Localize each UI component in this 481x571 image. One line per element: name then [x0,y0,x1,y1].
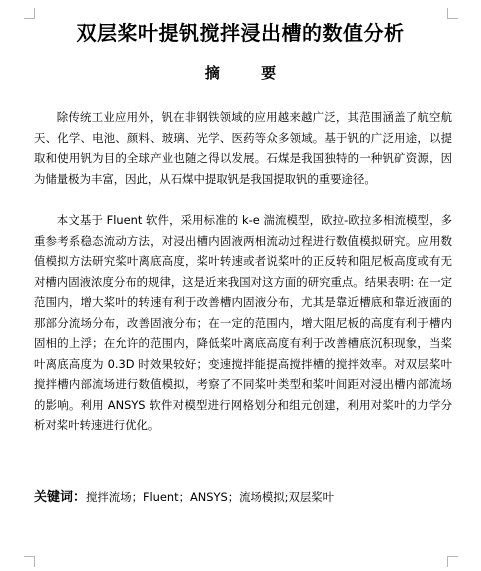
page-corner-mark [24,556,35,567]
abstract-paragraph-1: 除传统工业应用外，钒在非钢铁领域的应用越来越广泛，其范围涵盖了航空航天、化学、电池、颜料、玻璃、光学、医药等众多领域。基于钒的广泛用途，以提取和使用钒为目的全球产业也随之得以发展。石煤是我国独特的一种钒矿资源，因为储量极为丰富，因此，从石煤中提取钒是我国提取钒的重要途径。 [34,110,452,186]
abstract-heading: 摘 要 [204,64,295,82]
keywords-line [34,487,452,508]
document-title: 双层桨叶提钒搅拌浸出槽的数值分析 [76,21,405,45]
page-corner-mark [24,8,35,19]
keywords-label: 关键词： [34,490,87,505]
page-corner-mark [447,556,458,567]
keywords-value: 搅拌流场；Fluent；ANSYS；流场模拟;双层桨叶 [86,490,335,504]
page-corner-mark [447,8,458,19]
abstract-paragraph-2: 本文基于 Fluent 软件，采用标准的 k-e 湍流模型，欧拉-欧拉多相流模型，多重参考系稳态流动方法，对浸出槽内固液两相流动过程进行数值模拟研究。应用数值模拟方法研究桨叶离底高度，桨叶转速或者说桨叶的正反转和阻尼板高度或有无对槽内固液浓度分布的规律，这是近来我国对这方面的研究重点。结果表明: 在一定范围内，增大桨叶的转速有利于改善槽内固液分布，尤其是靠近槽底和靠近液面的那部分流场分布，改善固液分布；在一定的范围内，增大阻尼板的高度有利于槽内固相的上浮；在允许的范围内，降低桨叶离底高度有利于改善槽底沉积现象，当桨叶离底高度为 0.3D 时效果较好；变速搅拌能提高搅拌槽的搅拌效率。对双层桨叶搅拌槽内部流场进行数值模拟，考察了不同桨叶类型和桨叶间距对浸出槽内部流场的影响。利用 ANSYS 软件对模型进行网格划分和组元创建，利用对桨叶的力学分析对桨叶转速进行优化。 [34,213,452,432]
